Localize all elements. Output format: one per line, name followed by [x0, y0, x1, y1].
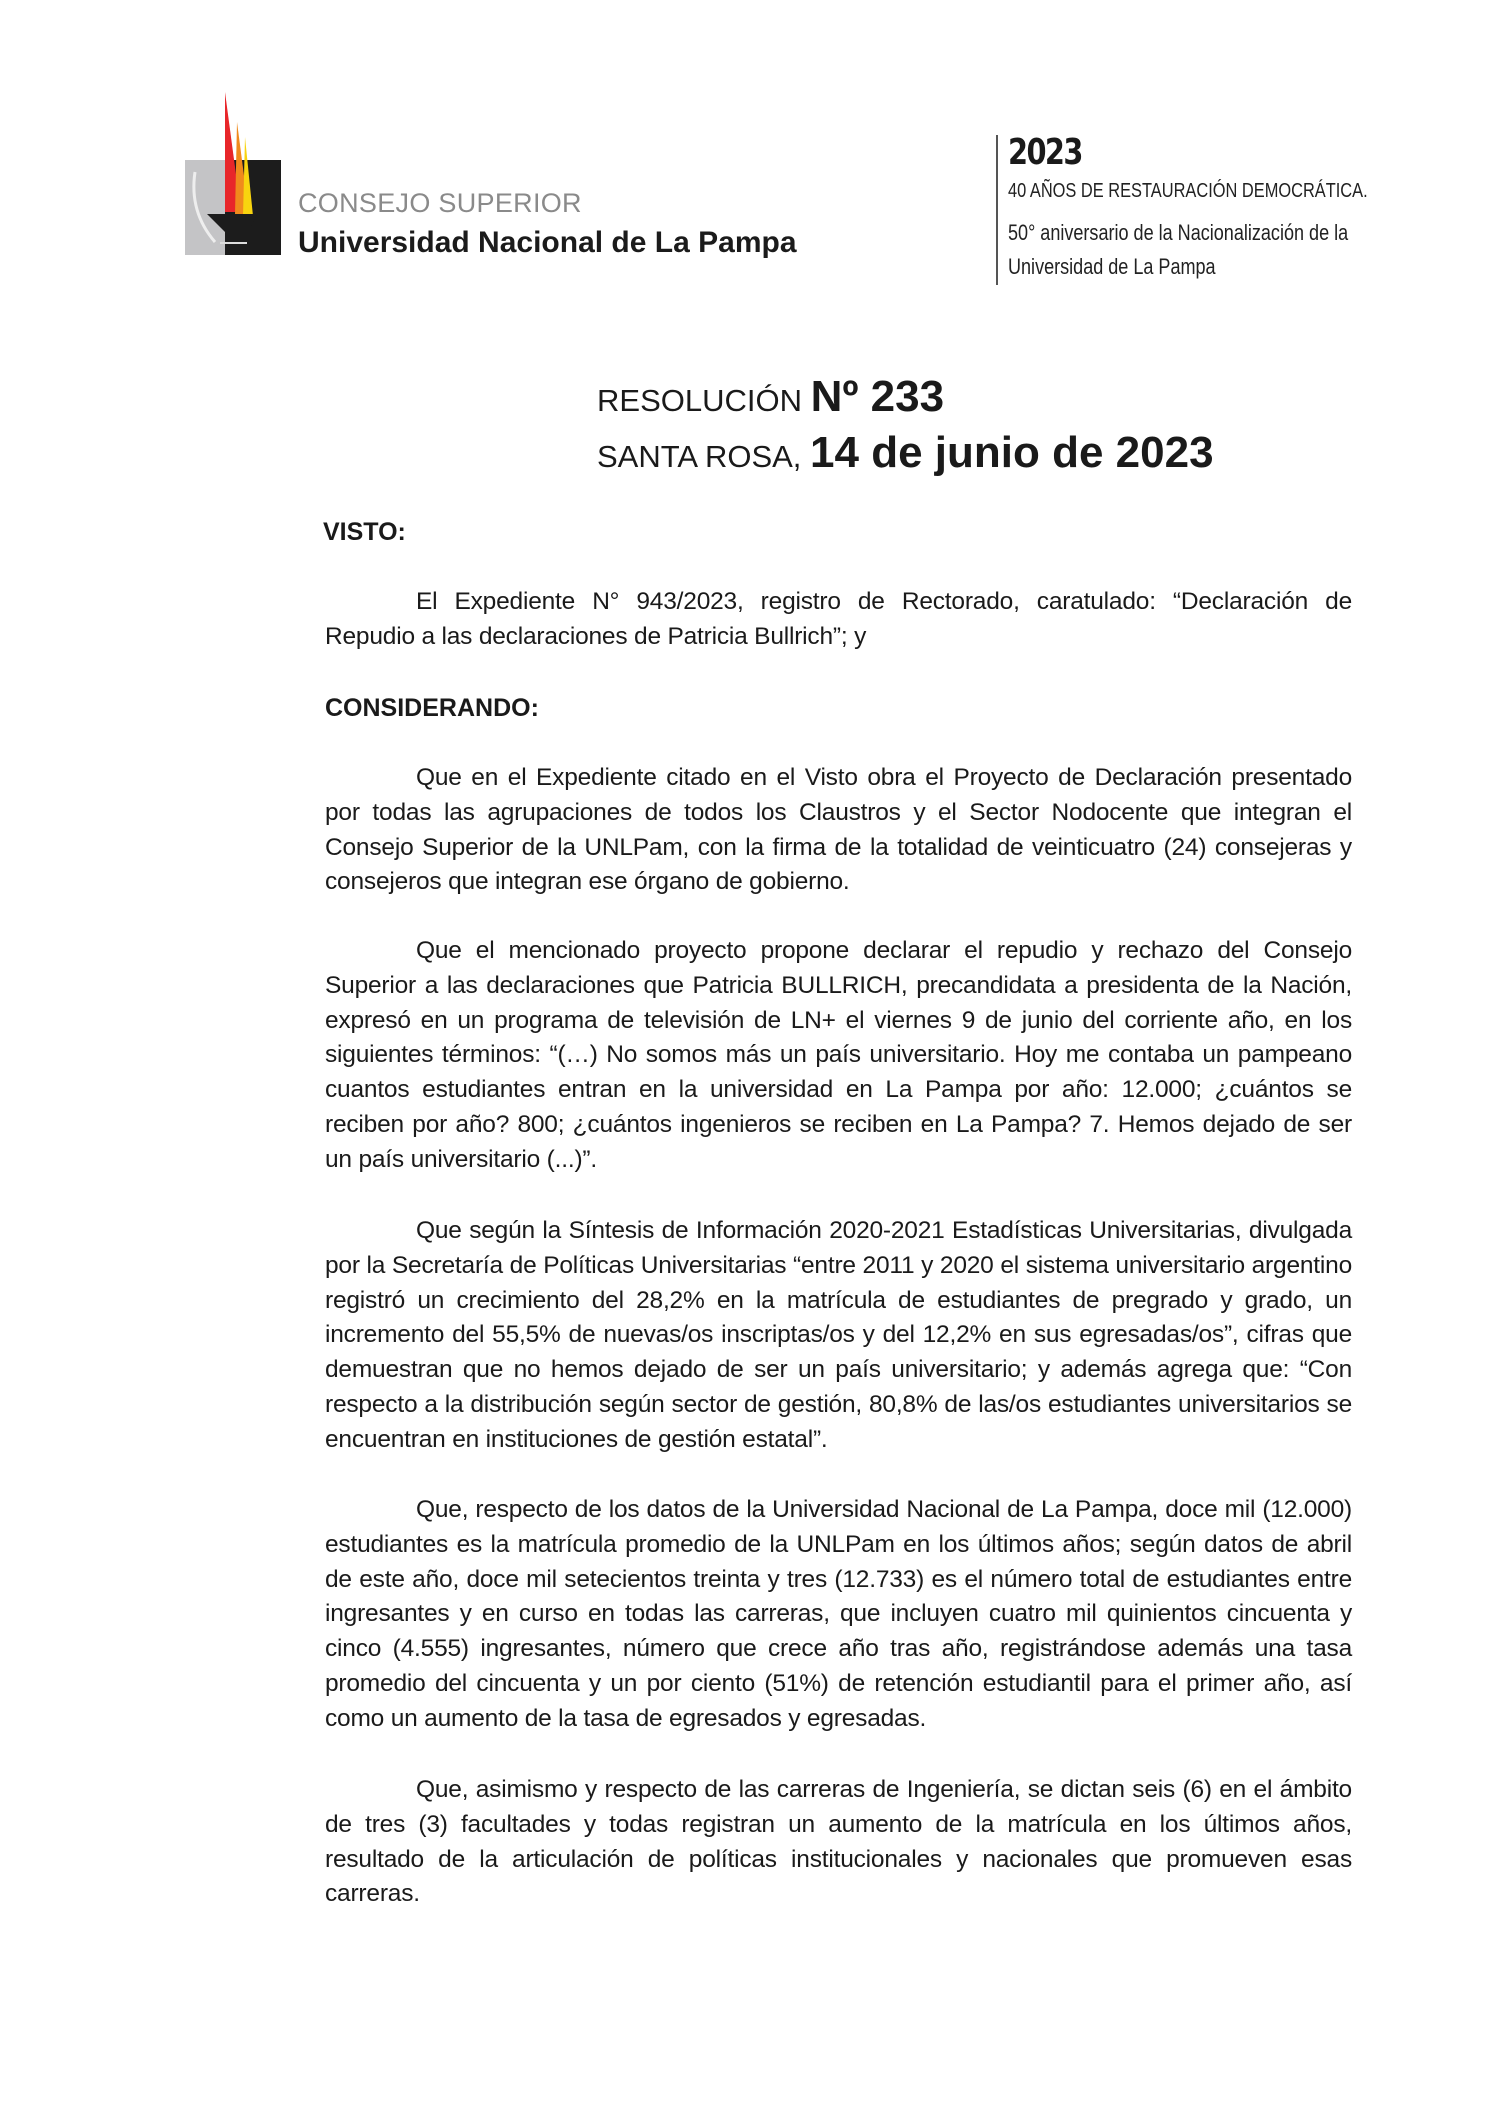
considerando-paragraph: Que, asimismo y respecto de las carreras de Ingeniería, se dictan seis (6) en el ámbito de tres (3) facultades y todas registran un aumento de la matrícula en los últimos años, resultado de la articulación de políticas institucionales y nacionales que promueven esas carreras.: [325, 1776, 1352, 1908]
header-divider: [996, 135, 998, 285]
considerando-paragraph: Que, respecto de los datos de la Universidad Nacional de La Pampa, doce mil (12.000) estudiantes es la matrícula promedio de la UNLPam en los últimos años; según datos de abril de este año, doce mil setecientos treinta y tres (12.733) es el número total de estudiantes entre ingresantes y en curso en todas las carreras, que incluyen cuatro mil quinientos cincuenta y cinco (4.555) ingresantes, número que crece año tras año, registrándose además una tasa promedio del cincuenta y un por ciento (51%) de retención estudiantil para el primer año, así como un aumento de la tasa de egresados y egresadas.: [325, 1496, 1352, 1732]
resolution-number: Nº 233: [810, 372, 945, 421]
considerando-heading: CONSIDERANDO:: [325, 694, 539, 722]
resolution-title: [597, 372, 944, 422]
commemoration-year: 2023: [1008, 132, 1082, 173]
commemoration-line-3: Universidad de La Pampa: [1008, 254, 1216, 279]
logo-council-name: CONSEJO SUPERIOR: [298, 188, 582, 218]
considerando-paragraph: Que en el Expediente citado en el Visto obra el Proyecto de Declaración presentado por todas las agrupaciones de todos los Claustros y el Sector Nodocente que integran el Consejo Superior de la UNLPam, con la firma de la totalidad de veinticuatro (24) consejeras y consejeros que integran ese órgano de gobierno.: [325, 764, 1352, 896]
visto-paragraph: El Expediente N° 943/2023, registro de Rectorado, caratulado: “Declaración de Repudio a las declaraciones de Patricia Bullrich”; y: [325, 588, 1352, 650]
considerando-paragraph: Que según la Síntesis de Información 2020-2021 Estadísticas Universitarias, divulgada por la Secretaría de Políticas Universitarias “entre 2011 y 2020 el sistema universitario argentino registró un crecimiento del 28,2% en la matrícula de estudiantes de pregrado y grado, un incremento del 55,5% de nuevas/os inscriptas/os y del 12,2% en sus egresadas/os”, cifras que demuestran que no hemos dejado de ser un país universitario; y además agrega que: “Con respecto a la distribución según sector de gestión, 80,8% de las/os estudiantes universitarios se encuentran en instituciones de gestión estatal”.: [325, 1217, 1352, 1453]
commemoration-line-2: 50° aniversario de la Nacionalización de la: [1008, 220, 1349, 245]
resolution-date-line: [597, 428, 1214, 478]
commemoration-line-1: 40 AÑOS DE RESTAURACIÓN DEMOCRÁTICA.: [1008, 180, 1368, 202]
considerando-paragraph: Que el mencionado proyecto propone declarar el repudio y rechazo del Consejo Superior a las declaraciones que Patricia BULLRICH, precandidata a presidenta de la Nación, expresó en un programa de televisión de LN+ el viernes 9 de junio del corriente año, en los siguientes términos: “(…) No somos más un país universitario. Hoy me contaba un pampeano cuantos estudiantes entran en la universidad en La Pampa por año: 12.000; ¿cuántos se reciben por año? 800; ¿cuántos ingenieros se reciben en La Pampa? 7. Hemos dejado de ser un país universitario (...)”.: [325, 937, 1352, 1173]
resolution-place: SANTA ROSA,: [597, 439, 802, 474]
resolution-date: 14 de junio de 2023: [810, 428, 1214, 477]
visto-heading: VISTO:: [323, 518, 406, 546]
logo-university-name: Universidad Nacional de La Pampa: [298, 226, 797, 259]
resolution-label: RESOLUCIÓN: [597, 383, 802, 418]
university-logo: [185, 92, 285, 257]
torch-logo-icon: [185, 92, 285, 257]
